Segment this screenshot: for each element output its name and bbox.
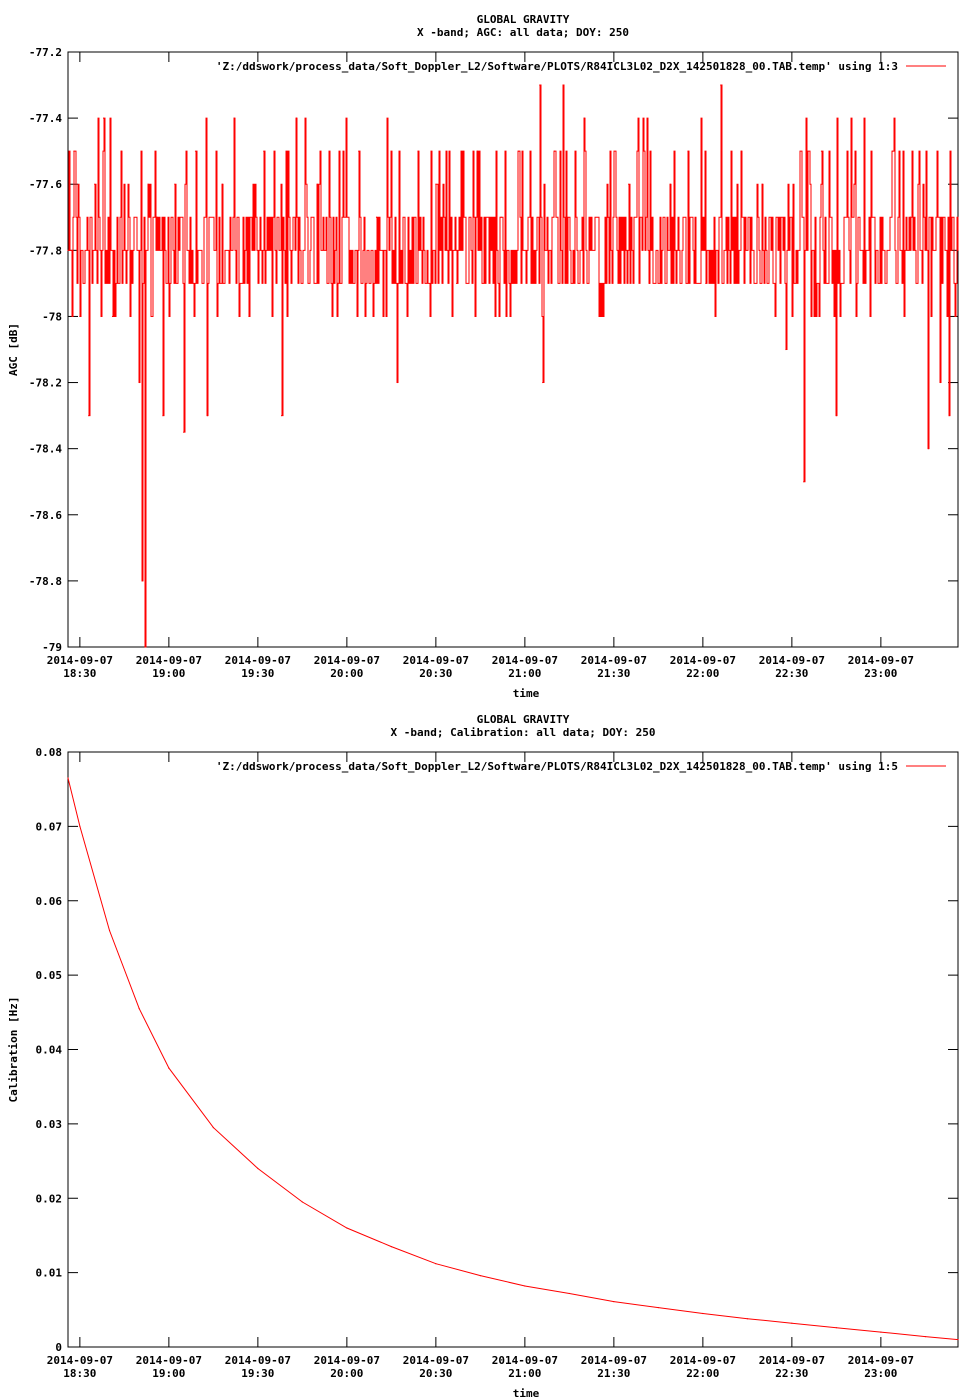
data-point — [435, 184, 436, 185]
data-point — [391, 1246, 392, 1247]
plot-frame — [68, 752, 958, 1347]
data-point — [524, 1285, 525, 1286]
data-point — [480, 1275, 481, 1276]
data-point — [702, 1313, 703, 1314]
data-point — [785, 349, 786, 350]
data-point — [417, 151, 418, 152]
x-tick-time: 21:30 — [597, 667, 631, 680]
data-point — [957, 1339, 958, 1340]
data-point — [670, 184, 671, 185]
data-point — [109, 930, 110, 931]
data-point — [281, 415, 282, 416]
y-tick-label: 0.04 — [35, 1043, 62, 1057]
data-point — [263, 151, 264, 152]
data-point — [130, 316, 131, 317]
x-tick-date: 2014-09-07 — [580, 1354, 647, 1367]
data-point — [762, 184, 763, 185]
data-point — [705, 283, 706, 284]
x-tick-date: 2014-09-07 — [135, 1354, 202, 1367]
data-point — [791, 1323, 792, 1324]
x-axis-label: time — [512, 687, 540, 700]
data-point — [88, 415, 89, 416]
x-tick-date: 2014-09-07 — [491, 654, 558, 667]
data-point — [317, 184, 318, 185]
x-tick-time: 23:00 — [864, 1367, 898, 1380]
data-point — [803, 481, 804, 482]
x-tick-date: 2014-09-07 — [847, 1354, 914, 1367]
data-point — [67, 250, 68, 251]
data-point — [168, 1067, 169, 1068]
data-point — [183, 432, 184, 433]
x-tick-time: 21:30 — [597, 1367, 631, 1380]
y-tick-label: -78.4 — [28, 442, 62, 456]
data-point — [871, 217, 872, 218]
data-point — [222, 184, 223, 185]
data-point — [207, 415, 208, 416]
x-tick-time: 23:00 — [864, 667, 898, 680]
data-point — [658, 1307, 659, 1308]
x-tick-date: 2014-09-07 — [847, 654, 914, 667]
x-tick-time: 19:30 — [241, 667, 275, 680]
data-point — [542, 382, 543, 383]
data-point — [880, 1332, 881, 1333]
data-point — [928, 448, 929, 449]
x-tick-date: 2014-09-07 — [224, 654, 291, 667]
x-tick-date: 2014-09-07 — [224, 1354, 291, 1367]
x-tick-time: 18:30 — [63, 1367, 97, 1380]
y-tick-label: 0 — [55, 1341, 62, 1354]
data-point — [563, 84, 564, 85]
y-axis-label: AGC [dB] — [7, 323, 20, 376]
x-tick-date: 2014-09-07 — [580, 654, 647, 667]
data-point — [747, 1318, 748, 1319]
data-point — [112, 316, 113, 317]
x-tick-date: 2014-09-07 — [46, 654, 113, 667]
data-point — [836, 415, 837, 416]
legend-label: 'Z:/ddswork/process_data/Soft_Doppler_L2/Software/PLOTS/R84ICL3L02_D2X_142501828_00.TAB.temp' using 1:5 — [215, 760, 898, 773]
data-point — [628, 184, 629, 185]
x-tick-time: 22:00 — [686, 1367, 720, 1380]
data-point — [613, 1301, 614, 1302]
x-tick-date: 2014-09-07 — [135, 654, 202, 667]
data-point — [94, 184, 95, 185]
data-point — [649, 283, 650, 284]
data-point — [73, 151, 74, 152]
y-tick-label: -77.8 — [28, 244, 62, 258]
y-axis-label: Calibration [Hz] — [7, 996, 20, 1103]
data-point — [821, 151, 822, 152]
x-tick-date: 2014-09-07 — [491, 1354, 558, 1367]
data-point — [539, 84, 540, 85]
data-point — [397, 382, 398, 383]
x-tick-time: 20:30 — [419, 1367, 453, 1380]
x-tick-date: 2014-09-07 — [402, 654, 469, 667]
data-point — [142, 580, 143, 581]
x-tick-date: 2014-09-07 — [669, 654, 736, 667]
y-tick-label: 0.06 — [35, 894, 62, 908]
data-point — [257, 1168, 258, 1169]
data-point — [139, 1008, 140, 1009]
data-point — [174, 184, 175, 185]
x-tick-date: 2014-09-07 — [313, 1354, 380, 1367]
data-point — [302, 1201, 303, 1202]
y-tick-label: 0.03 — [35, 1117, 62, 1131]
y-tick-label: -78.8 — [28, 574, 62, 588]
x-tick-time: 19:00 — [152, 667, 186, 680]
x-tick-time: 19:30 — [241, 1367, 275, 1380]
data-point — [195, 151, 196, 152]
x-tick-time: 18:30 — [63, 667, 97, 680]
y-tick-label: -77.6 — [28, 178, 62, 192]
x-tick-date: 2014-09-07 — [313, 654, 380, 667]
chart-subtitle: X -band; AGC: all data; DOY: 250 — [417, 26, 629, 39]
x-tick-time: 21:00 — [508, 1367, 542, 1380]
data-point — [162, 415, 163, 416]
data-point — [145, 646, 146, 647]
chart-agc — [7, 13, 959, 700]
plot-frame — [68, 52, 958, 647]
y-tick-label: -77.2 — [28, 46, 62, 59]
data-point — [518, 151, 519, 152]
data-point — [501, 217, 502, 218]
x-tick-date: 2014-09-07 — [402, 1354, 469, 1367]
chart-title: GLOBAL GRAVITY — [476, 713, 570, 726]
x-tick-date: 2014-09-07 — [46, 1354, 113, 1367]
data-point — [584, 118, 585, 119]
data-point — [477, 151, 478, 152]
data-point — [121, 151, 122, 152]
y-tick-label: -78.2 — [28, 376, 62, 390]
data-point — [67, 777, 68, 778]
data-point — [139, 382, 140, 383]
y-tick-label: 0.01 — [35, 1266, 62, 1280]
data-point — [854, 184, 855, 185]
data-point — [554, 151, 555, 152]
y-tick-label: 0.08 — [35, 746, 62, 759]
y-tick-label: -78.6 — [28, 508, 62, 522]
data-point — [435, 1263, 436, 1264]
data-point — [949, 415, 950, 416]
data-point — [79, 316, 80, 317]
data-point — [720, 84, 721, 85]
data-point — [940, 382, 941, 383]
data-point — [337, 283, 338, 284]
data-point — [456, 283, 457, 284]
x-tick-time: 22:30 — [775, 667, 809, 680]
x-tick-time: 22:30 — [775, 1367, 809, 1380]
y-tick-label: 0.02 — [35, 1192, 62, 1206]
chart-subtitle: X -band; Calibration: all data; DOY: 250 — [390, 726, 656, 739]
x-tick-time: 20:30 — [419, 667, 453, 680]
x-tick-date: 2014-09-07 — [669, 1354, 736, 1367]
y-tick-label: -77.4 — [28, 112, 62, 126]
data-point — [910, 217, 911, 218]
data-point — [607, 217, 608, 218]
data-point — [957, 250, 958, 251]
data-point — [892, 151, 893, 152]
data-point — [79, 826, 80, 827]
data-point — [376, 217, 377, 218]
x-tick-time: 20:00 — [330, 1367, 364, 1380]
data-point — [213, 1127, 214, 1128]
data-point — [346, 1227, 347, 1228]
data-series-line — [68, 85, 958, 647]
data-series-line — [68, 778, 958, 1340]
legend-label: 'Z:/ddswork/process_data/Soft_Doppler_L2/Software/PLOTS/R84ICL3L02_D2X_142501828_00.TAB.temp' using 1:3 — [215, 60, 898, 73]
x-tick-time: 19:00 — [152, 1367, 186, 1380]
data-point — [296, 118, 297, 119]
x-tick-date: 2014-09-07 — [758, 654, 825, 667]
x-tick-time: 22:00 — [686, 667, 720, 680]
chart-calibration — [7, 713, 959, 1400]
y-tick-label: 0.07 — [35, 820, 62, 834]
x-tick-date: 2014-09-07 — [758, 1354, 825, 1367]
data-point — [836, 1327, 837, 1328]
data-point — [569, 1293, 570, 1294]
data-point — [687, 151, 688, 152]
y-tick-label: 0.05 — [35, 969, 62, 983]
x-tick-time: 21:00 — [508, 667, 542, 680]
x-tick-time: 20:00 — [330, 667, 364, 680]
y-tick-label: -78 — [42, 310, 62, 324]
data-point — [234, 118, 235, 119]
data-point — [741, 151, 742, 152]
y-tick-label: -79 — [42, 641, 62, 654]
x-axis-label: time — [512, 1387, 540, 1400]
data-point — [925, 1336, 926, 1337]
data-point — [156, 217, 157, 218]
data-point — [358, 151, 359, 152]
data-point — [148, 184, 149, 185]
chart-title: GLOBAL GRAVITY — [476, 13, 570, 26]
data-point — [248, 316, 249, 317]
data-point — [103, 118, 104, 119]
